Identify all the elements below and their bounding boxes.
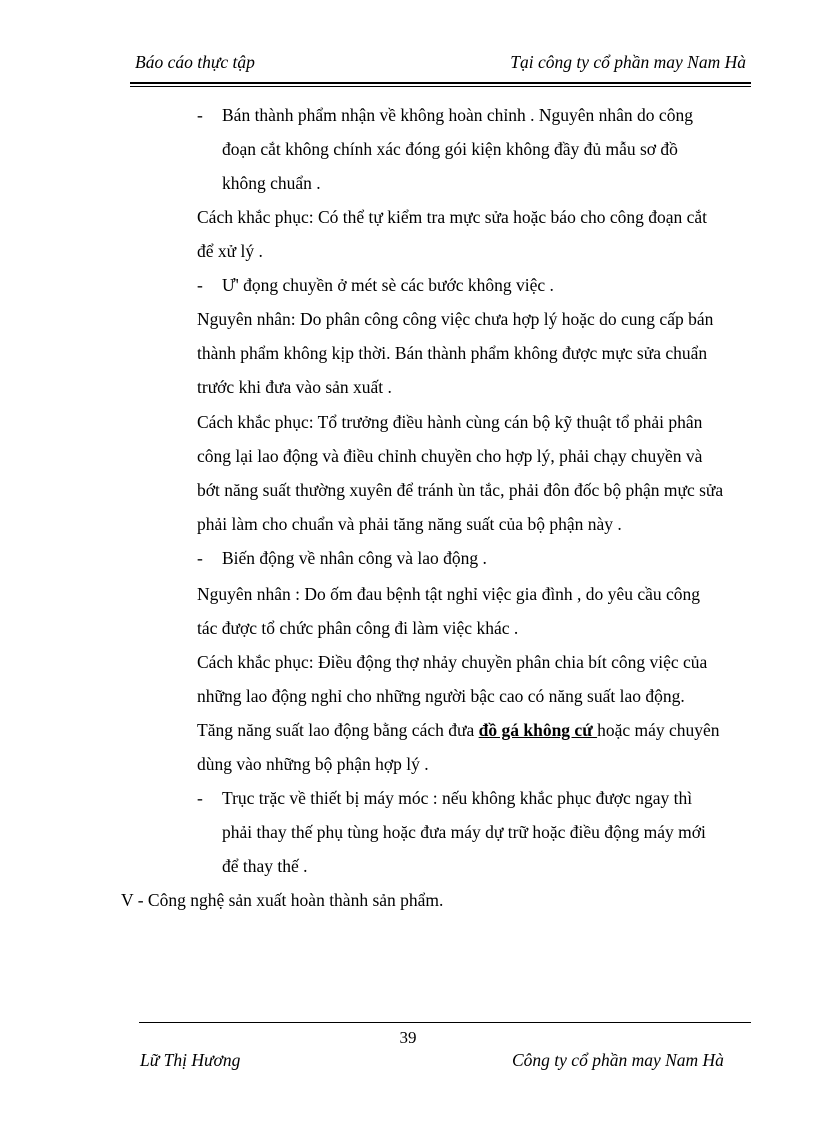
- header-report-title: Báo cáo thực tập: [135, 52, 255, 72]
- paragraph-line: Cách khắc phục: Có thể tự kiểm tra mực sửa hoặc báo cho công đoạn cắt: [197, 207, 708, 227]
- header-company-name: Tại công ty cổ phần may Nam Hà: [510, 52, 746, 72]
- page-header: [135, 52, 746, 78]
- paragraph-line: [197, 719, 720, 741]
- paragraph-line: Biến động về nhân công và lao động .: [222, 548, 487, 568]
- text-run: hoặc máy chuyên: [597, 720, 720, 740]
- paragraph-line: Trục trặc về thiết bị máy móc : nếu không khắc phục được ngay thì: [222, 788, 693, 808]
- bullet-marker: -: [197, 105, 203, 125]
- paragraph-line: Nguyên nhân : Do ốm đau bệnh tật nghỉ việc gia đình , do yêu cầu công: [197, 584, 701, 604]
- paragraph-line: tác được tổ chức phân công đi làm việc khác .: [197, 618, 519, 638]
- paragraph-line: Nguyên nhân: Do phân công công việc chưa hợp lý hoặc do cung cấp bán: [197, 309, 714, 329]
- paragraph-line: không chuẩn .: [222, 173, 321, 193]
- paragraph-line: trước khi đưa vào sản xuất .: [197, 377, 392, 397]
- header-divider-thick: [130, 82, 751, 84]
- paragraph-line: những lao động nghỉ cho những người bậc cao có năng suất lao động.: [197, 686, 685, 706]
- bullet-marker: -: [197, 548, 203, 568]
- paragraph-line: Cách khắc phục: Điều động thợ nhảy chuyền phân chia bít công việc của: [197, 652, 708, 672]
- paragraph-line: Ư' đọng chuyền ở mét sè các bước không việc .: [222, 275, 554, 295]
- paragraph-line: công lại lao động và điều chỉnh chuyền cho hợp lý, phải chạy chuyền và: [197, 446, 703, 466]
- bullet-marker: -: [197, 788, 203, 808]
- text-run: Tăng năng suất lao động bằng cách đưa: [197, 720, 479, 740]
- footer-divider: [139, 1022, 751, 1023]
- header-divider-thin: [130, 86, 751, 87]
- footer-author: Lữ Thị Hương: [140, 1050, 241, 1070]
- paragraph-line: phải làm cho chuẩn và phải tăng năng suất của bộ phận này .: [197, 514, 622, 534]
- paragraph-line: đoạn cắt không chính xác đóng gói kiện không đầy đủ mẫu sơ đồ: [222, 139, 678, 159]
- footer-company: Công ty cổ phần may Nam Hà: [512, 1050, 724, 1070]
- paragraph-line: để xử lý .: [197, 241, 263, 261]
- paragraph-line: Cách khắc phục: Tổ trưởng điều hành cùng cán bộ kỹ thuật tổ phải phân: [197, 412, 703, 432]
- paragraph-line: Bán thành phẩm nhận về không hoàn chỉnh . Nguyên nhân do công: [222, 105, 693, 125]
- page-number: 39: [399, 1028, 417, 1047]
- emphasized-term: đồ gá không cứ: [478, 720, 598, 740]
- paragraph-line: thành phẩm không kịp thời. Bán thành phẩm không được mực sửa chuẩn: [197, 343, 708, 363]
- paragraph-line: để thay thế .: [222, 856, 308, 876]
- section-heading: V - Công nghệ sản xuất hoàn thành sản phẩm.: [121, 890, 444, 910]
- paragraph-line: phải thay thế phụ tùng hoặc đưa máy dự trữ hoặc điều động máy mới: [222, 822, 706, 842]
- bullet-marker: -: [197, 275, 203, 295]
- paragraph-line: bớt năng suất thường xuyên để tránh ùn tắc, phải đôn đốc bộ phận mực sửa: [197, 480, 724, 500]
- paragraph-line: dùng vào những bộ phận hợp lý .: [197, 754, 429, 774]
